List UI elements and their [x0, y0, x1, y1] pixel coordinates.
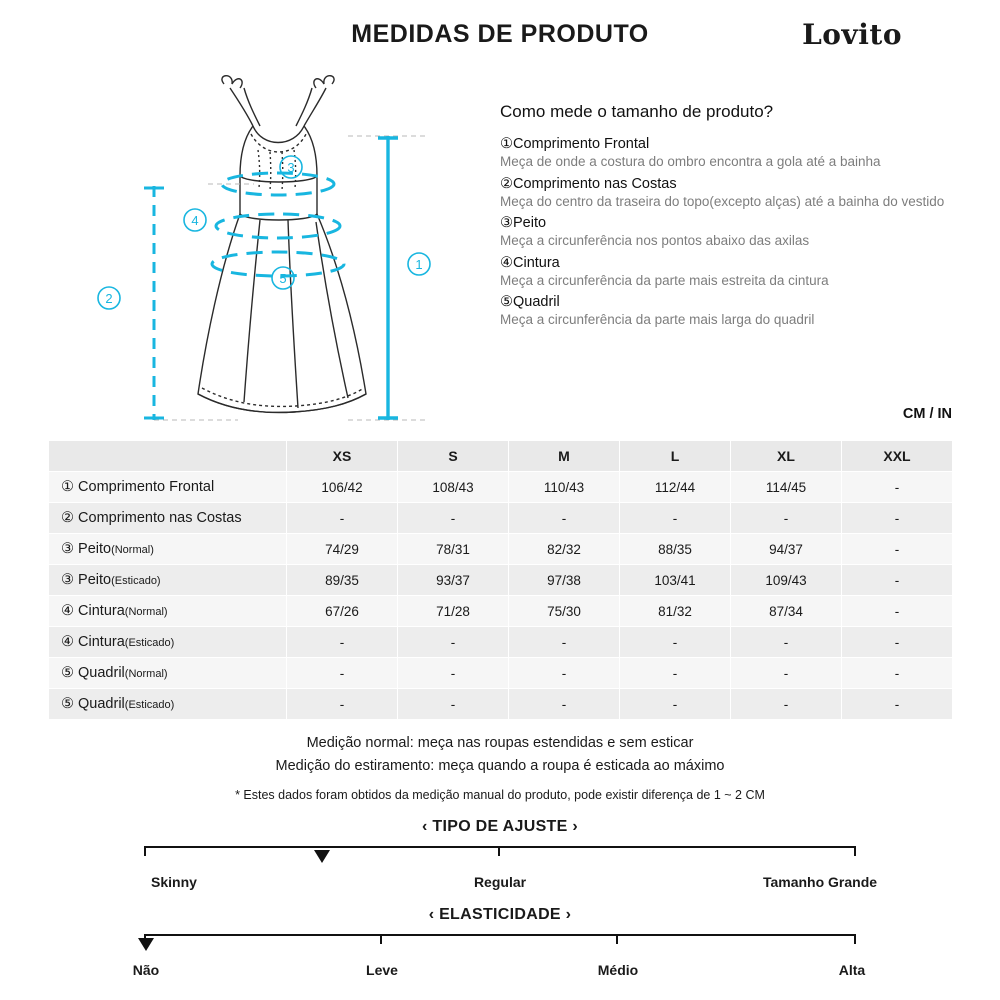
- cell: -: [842, 565, 953, 596]
- row-label: [49, 658, 287, 689]
- svg-text:3: 3: [287, 160, 295, 175]
- page-header: [0, 0, 1000, 64]
- fit-scale-bar: [144, 846, 856, 872]
- cell: -: [287, 689, 398, 720]
- elasticity-label-alta: Alta: [838, 962, 866, 978]
- cell: -: [620, 627, 731, 658]
- brand-logo: Lovito: [802, 18, 902, 51]
- cell: 97/38: [509, 565, 620, 596]
- row-label-text: ④ Cintura: [61, 603, 125, 619]
- cell: -: [509, 627, 620, 658]
- row-label: [49, 596, 287, 627]
- table-row: [49, 534, 953, 565]
- cell: 114/45: [731, 472, 842, 503]
- measurement-description: [500, 102, 952, 332]
- fit-scale-marker: [314, 850, 330, 863]
- cell: -: [398, 689, 509, 720]
- elasticity-label-medio: Médio: [597, 962, 639, 978]
- table-row: [49, 565, 953, 596]
- fit-scale-title: ‹ TIPO DE AJUSTE ›: [422, 818, 578, 835]
- cell: -: [509, 503, 620, 534]
- cell: 78/31: [398, 534, 509, 565]
- svg-text:2: 2: [105, 291, 113, 306]
- row-label: [49, 472, 287, 503]
- row-label: [49, 534, 287, 565]
- fit-scale-tick-end: [854, 846, 856, 856]
- col-header-l: L: [620, 441, 731, 472]
- size-table: [48, 440, 953, 720]
- cell: -: [287, 658, 398, 689]
- elasticity-scale-bar: [144, 934, 856, 960]
- cell: -: [509, 689, 620, 720]
- row-label-text: ⑤ Quadril: [61, 696, 125, 712]
- elasticity-scale-labels: [132, 962, 866, 982]
- cell: 110/43: [509, 472, 620, 503]
- cell: 109/43: [731, 565, 842, 596]
- elasticity-label-nao: Não: [132, 962, 160, 978]
- row-label-text: ④ Cintura: [61, 634, 125, 650]
- desc-item-4-body: Meça a circunferência da parte mais estreita da cintura: [500, 272, 829, 288]
- row-label-text: ② Comprimento nas Costas: [61, 510, 242, 526]
- row-label-text: ⑤ Quadril: [61, 665, 125, 681]
- desc-item-3-title: ③Peito: [500, 215, 547, 232]
- cell: -: [398, 658, 509, 689]
- row-label-text: ③ Peito: [61, 572, 112, 588]
- measurement-guide-section: [0, 64, 1000, 432]
- fit-scale-labels: [144, 874, 878, 894]
- desc-item-4-title: ④Cintura: [500, 254, 560, 271]
- cell: -: [620, 658, 731, 689]
- col-header-xl: XL: [731, 441, 842, 472]
- note-disclaimer: * Estes dados foram obtidos da medição manual do produto, pode existir diferença de 1 ~ 2 CM: [235, 788, 765, 803]
- desc-item-2-body: Meça do centro da traseira do topo(excepto alças) até a bainha do vestido: [500, 193, 945, 209]
- note-normal-measurement: Medição normal: meça nas roupas estendidas e sem esticar: [306, 735, 694, 751]
- desc-item-1-title: ①Comprimento Frontal: [500, 136, 650, 152]
- row-label-text: ③ Peito: [61, 541, 112, 557]
- fit-label-skinny: Skinny: [151, 874, 197, 890]
- table-row: [49, 472, 953, 503]
- cell: -: [731, 689, 842, 720]
- cell: -: [287, 503, 398, 534]
- table-row: [49, 596, 953, 627]
- row-label-sub: (Normal): [124, 668, 168, 680]
- cell: -: [731, 627, 842, 658]
- elasticity-scale-line: [144, 934, 856, 936]
- cell: -: [842, 472, 953, 503]
- row-label-sub: (Normal): [124, 606, 168, 618]
- fit-type-scale: [0, 818, 1000, 894]
- table-row: [49, 503, 953, 534]
- elasticity-tick-1: [380, 934, 382, 944]
- cell: -: [842, 689, 953, 720]
- measurement-notes: [0, 732, 1000, 802]
- desc-item-1-body: Meça de onde a costura do ombro encontra a gola até a bainha: [500, 154, 881, 169]
- table-row: [49, 658, 953, 689]
- cell: 87/34: [731, 596, 842, 627]
- cell: 88/35: [620, 534, 731, 565]
- cell: 103/41: [620, 565, 731, 596]
- row-label-sub: (Esticado): [111, 575, 161, 587]
- description-heading: Como mede o tamanho de produto?: [500, 102, 774, 121]
- cell: 82/32: [509, 534, 620, 565]
- svg-text:5: 5: [279, 271, 287, 286]
- cell: -: [842, 503, 953, 534]
- row-label: [49, 503, 287, 534]
- cell: -: [287, 627, 398, 658]
- cell: 81/32: [620, 596, 731, 627]
- fit-scale-tick-start: [144, 846, 146, 856]
- svg-text:4: 4: [191, 213, 199, 228]
- desc-item-3-body: Meça a circunferência nos pontos abaixo das axilas: [500, 233, 810, 249]
- cell: 75/30: [509, 596, 620, 627]
- cell: 93/37: [398, 565, 509, 596]
- cell: -: [842, 658, 953, 689]
- row-label-sub: (Esticado): [124, 637, 175, 649]
- elasticity-scale-marker: [138, 938, 154, 951]
- row-label: [49, 565, 287, 596]
- table-corner-cell: [49, 441, 287, 472]
- elasticity-label-leve: Leve: [366, 962, 398, 978]
- cell: -: [842, 627, 953, 658]
- elasticity-tick-3: [854, 934, 856, 944]
- fit-label-oversize: Tamanho Grande: [762, 874, 878, 890]
- cell: -: [731, 658, 842, 689]
- fit-scale-line: [144, 846, 856, 848]
- row-label-sub: (Esticado): [124, 699, 175, 711]
- cell: 112/44: [620, 472, 731, 503]
- table-row: [49, 689, 953, 720]
- note-stretch-measurement: Medição do estiramento: meça quando a roupa é esticada ao máximo: [275, 758, 725, 775]
- row-label: [49, 627, 287, 658]
- table-header-row: [49, 441, 953, 472]
- cell: -: [842, 534, 953, 565]
- row-label-sub: (Normal): [111, 544, 154, 556]
- dress-measurement-illustration: [48, 64, 488, 424]
- col-header-xxl: XXL: [842, 441, 953, 472]
- cell: -: [620, 689, 731, 720]
- fit-label-regular: Regular: [473, 874, 527, 890]
- elasticity-scale: [0, 906, 1000, 982]
- cell: 94/37: [731, 534, 842, 565]
- desc-item-5-title: ⑤Quadril: [500, 294, 560, 311]
- desc-item-2-title: ②Comprimento nas Costas: [500, 175, 677, 192]
- svg-text:1: 1: [415, 257, 423, 272]
- desc-item-5-body: Meça a circunferência da parte mais larga do quadril: [500, 312, 815, 328]
- page-title: MEDIDAS DE PRODUTO: [351, 20, 649, 48]
- size-chart-table: [48, 440, 952, 720]
- cell: -: [509, 658, 620, 689]
- cell: -: [620, 503, 731, 534]
- cell: 74/29: [287, 534, 398, 565]
- elasticity-tick-2: [616, 934, 618, 944]
- row-label-text: ① Comprimento Frontal: [61, 479, 215, 495]
- fit-scale-tick-mid: [498, 846, 500, 856]
- col-header-m: M: [509, 441, 620, 472]
- cell: -: [398, 503, 509, 534]
- cell: 67/26: [287, 596, 398, 627]
- cell: -: [398, 627, 509, 658]
- dress-diagram-svg: [48, 64, 488, 424]
- cell: -: [842, 596, 953, 627]
- cell: 71/28: [398, 596, 509, 627]
- elasticity-scale-title: ‹ ELASTICIDADE ›: [428, 906, 572, 923]
- col-header-s: S: [398, 441, 509, 472]
- unit-label: CM / IN: [902, 406, 952, 422]
- cell: 106/42: [287, 472, 398, 503]
- col-header-xs: XS: [287, 441, 398, 472]
- cell: 108/43: [398, 472, 509, 503]
- table-row: [49, 627, 953, 658]
- cell: 89/35: [287, 565, 398, 596]
- row-label: [49, 689, 287, 720]
- cell: -: [731, 503, 842, 534]
